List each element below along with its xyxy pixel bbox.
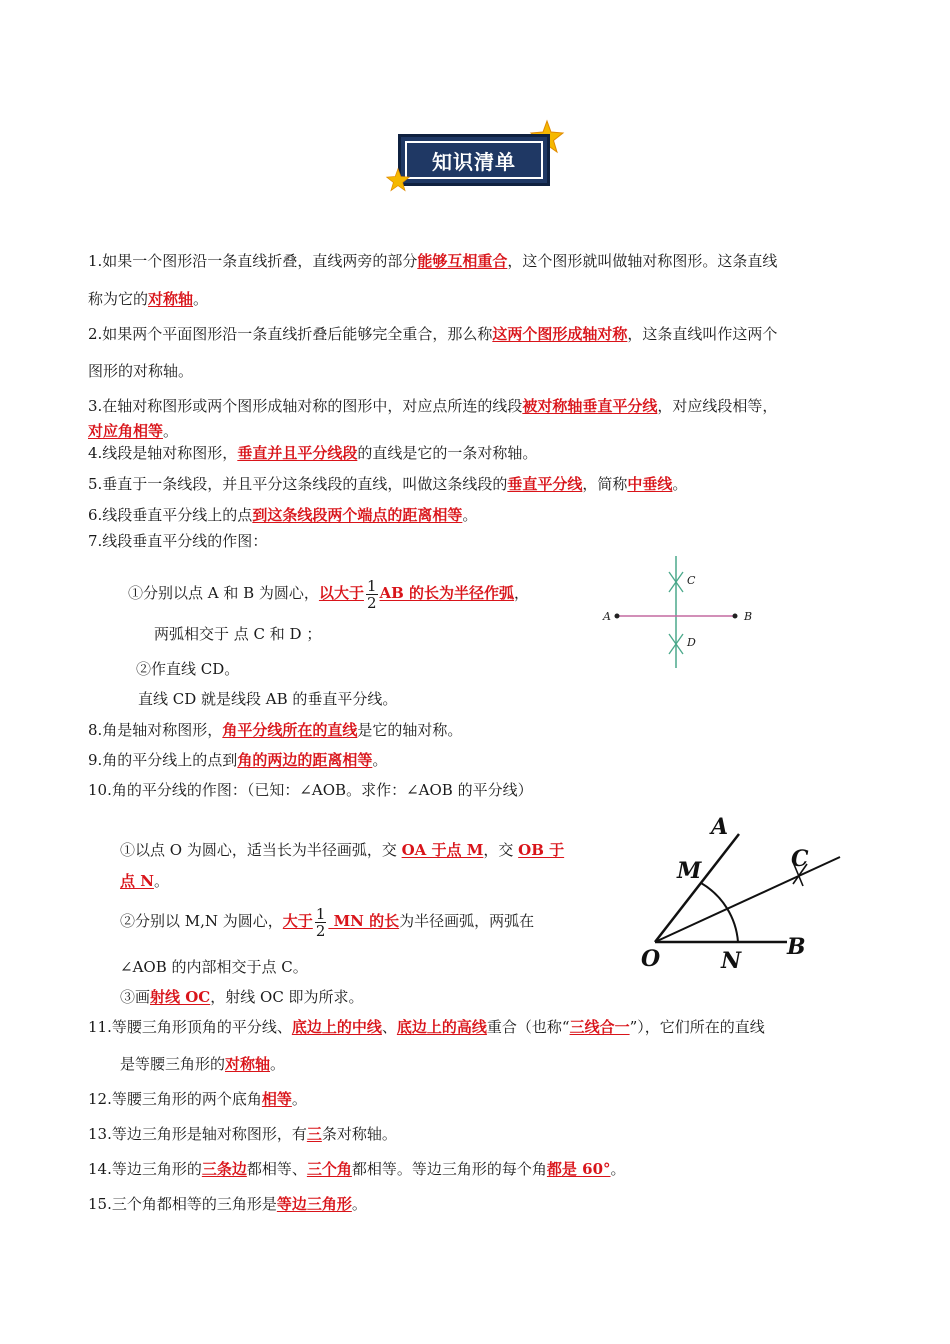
item-11-line-1 [88,1017,765,1037]
item-answer: 等边三角形 [276,1195,352,1213]
fraction-denominator: 2 [315,921,326,940]
item-answer: 三条边 [201,1160,247,1178]
item-text: 9.角的平分线上的点到 [88,751,238,769]
label-b: B [744,610,753,623]
item-answer: 都是 60° [546,1160,611,1178]
step-text: ③画 [120,988,151,1006]
item-text: 、 [381,1018,397,1036]
item-9 [88,750,387,770]
item-7 [88,531,267,551]
step-answer: 以大于 [318,584,364,602]
item-10 [88,780,533,800]
step-answer: AB 的长为半径作弧 [379,584,515,602]
label-o: O [641,946,661,972]
label-n: N [721,948,742,974]
item-3-line-1 [88,396,777,416]
item-text: ”），它们所在的直线 [629,1018,765,1036]
item-text: 15.三个角都相等的三角形是 [88,1195,277,1213]
point-a [615,614,620,619]
item-text: 。 [193,290,209,308]
step-text: 直线 CD 就是线段 AB 的垂直平分线。 [138,690,398,708]
label-b: B [787,934,806,960]
item-text: ，简称 [582,475,628,493]
item-10-step-1-line-1 [120,840,564,860]
item-text: 重合（也称“ [486,1018,570,1036]
label-a: A [603,610,611,623]
item-text: 。 [163,422,179,440]
item-text: 。 [372,751,388,769]
perpendicular-bisector-figure [595,554,765,674]
item-text: 图形的对称轴。 [88,362,194,380]
item-text: 。 [672,475,688,493]
title-banner [398,134,550,186]
item-7-step-2 [154,624,321,644]
step-text: ，交 [483,841,519,859]
step-text: ②分别以 M,N 为圆心， [120,912,283,930]
item-14 [88,1159,626,1179]
item-text: 。 [270,1055,286,1073]
fraction-denominator: 2 [366,593,377,612]
item-8 [88,720,462,740]
item-text: 7.线段垂直平分线的作图： [88,532,268,550]
item-text: 6.线段垂直平分线上的点 [88,506,253,524]
item-answer: 相等 [261,1090,292,1108]
item-answer: 垂直并且平分线段 [237,444,358,462]
fraction-numerator: 1 [366,576,377,595]
item-10-step-3 [120,987,364,1007]
point-b [733,614,738,619]
step-answer: OB 于 [518,841,565,859]
item-answer: 中垂线 [627,475,673,493]
item-text: 。 [462,506,478,524]
step-text: ①以点 O 为圆心，适当长为半径画弧，交 [120,841,402,859]
item-text: 1.如果一个图形沿一条直线折叠，直线两旁的部分 [88,252,418,270]
item-11-line-2 [120,1054,285,1074]
item-text: 是等腰三角形的 [120,1055,226,1073]
item-1-line-2 [88,289,208,309]
item-10-step-2-line-1 [120,902,534,940]
item-text: ，这个图形就叫做轴对称图形。这条直线 [507,252,778,270]
item-answer: 底边上的高线 [396,1018,487,1036]
item-text: 12.等腰三角形的两个底角 [88,1090,262,1108]
item-answer: 三 [306,1125,322,1143]
item-10-step-1-line-2 [120,871,169,891]
step-text: ，射线 OC 即为所求。 [210,988,364,1006]
item-7-step-1 [128,575,529,611]
item-text: 3.在轴对称图形或两个图形成轴对称的图形中，对应点所连的线段 [88,397,523,415]
fraction-half [366,578,378,611]
label-m: M [677,858,702,884]
item-4 [88,443,537,463]
item-text: 的直线是它的一条对称轴。 [357,444,538,462]
item-2-line-2 [88,361,193,381]
item-15 [88,1194,367,1214]
step-text: ， [514,584,530,602]
item-text: 都相等、 [246,1160,307,1178]
step-text: 。 [153,872,169,890]
step-answer: MN 的长 [328,912,400,930]
step-answer: 射线 OC [150,988,211,1006]
step-text: 两弧相交于 点 C 和 D ； [154,625,322,643]
step-text: ∠AOB 的内部相交于点 C。 [120,958,308,976]
item-10-step-2-line-2 [120,957,308,977]
item-text: 。 [351,1195,367,1213]
item-text: 都相等。等边三角形的每个角 [351,1160,547,1178]
item-answer: 对应角相等 [88,422,164,440]
item-text: 13.等边三角形是轴对称图形，有 [88,1125,307,1143]
item-answer: 到这条线段两个端点的距离相等 [252,506,463,524]
item-text: 10.角的平分线的作图：（已知：∠AOB。求作：∠AOB 的平分线） [88,781,533,799]
item-answer: 三个角 [306,1160,352,1178]
label-c: C [687,574,696,587]
item-answer: 能够互相重合 [417,252,508,270]
item-3-line-2 [88,421,178,441]
step-text: ②作直线 CD。 [136,660,240,678]
item-text: 4.线段是轴对称图形， [88,444,238,462]
item-text: 8.角是轴对称图形， [88,721,223,739]
item-text: 。 [291,1090,307,1108]
item-7-step-4 [138,689,397,709]
item-text: 。 [610,1160,626,1178]
item-answer: 底边上的中线 [291,1018,382,1036]
item-1-line-1 [88,251,777,271]
step-answer: 点 N [120,872,154,890]
item-answer: 垂直平分线 [507,475,583,493]
item-2-line-1 [88,324,777,344]
fraction-half [315,906,327,939]
item-text: ，对应线段相等， [657,397,778,415]
item-5 [88,474,687,494]
item-answer: 被对称轴垂直平分线 [522,397,658,415]
label-a: A [711,814,729,840]
item-text: ，这条直线叫作这两个 [627,325,778,343]
item-text: 条对称轴。 [321,1125,397,1143]
item-answer: 角的两边的距离相等 [237,751,373,769]
item-text: 11.等腰三角形顶角的平分线、 [88,1018,292,1036]
item-6 [88,505,477,525]
step-answer: OA 于点 M [401,841,484,859]
item-answer: 对称轴 [148,290,194,308]
item-answer: 三线合一 [569,1018,630,1036]
item-answer: 对称轴 [225,1055,271,1073]
page-title: 知识清单 [432,149,516,174]
item-12 [88,1089,307,1109]
label-d: D [687,636,696,649]
step-text: ①分别以点 A 和 B 为圆心， [128,584,319,602]
item-13 [88,1124,397,1144]
item-text: 14.等边三角形的 [88,1160,202,1178]
item-text: 5.垂直于一条线段，并且平分这条线段的直线，叫做这条线段的 [88,475,508,493]
item-text: 2.如果两个平面图形沿一条直线折叠后能够完全重合，那么称 [88,325,493,343]
fraction-numerator: 1 [315,904,326,923]
angle-bisector-figure [635,812,850,972]
item-text: 是它的轴对称。 [357,721,463,739]
item-text: 称为它的 [88,290,149,308]
item-answer: 这两个图形成轴对称 [492,325,628,343]
item-answer: 角平分线所在的直线 [222,721,358,739]
step-text: 为半径画弧，两弧在 [399,912,535,930]
item-7-step-3 [136,659,239,679]
step-answer: 大于 [282,912,313,930]
star-icon-bottom [386,168,410,192]
ray-oa [655,834,739,942]
label-c: C [791,846,809,872]
